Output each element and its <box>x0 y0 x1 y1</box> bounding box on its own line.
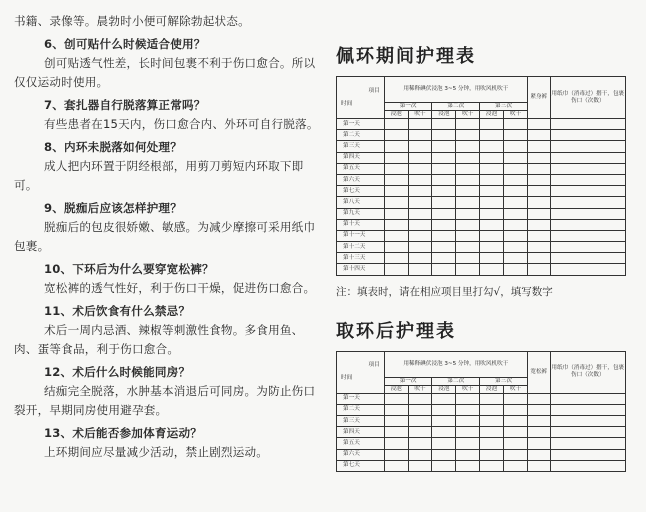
check-cell[interactable] <box>504 264 528 275</box>
check-cell[interactable] <box>527 253 550 264</box>
check-cell[interactable] <box>384 427 408 438</box>
check-cell[interactable] <box>432 130 456 141</box>
check-cell[interactable] <box>456 416 480 427</box>
check-cell[interactable] <box>384 186 408 197</box>
corner-bottom-label: 时间 <box>341 375 353 382</box>
check-cell[interactable] <box>408 253 432 264</box>
pants-header: 紧身裤 <box>527 77 550 119</box>
table-row <box>337 219 626 230</box>
table1-note: 注：填表时，请在相应项目里打勾√，填写数字 <box>336 285 553 298</box>
corner-top-label: 项目 <box>368 362 380 369</box>
check-cell[interactable] <box>456 141 480 152</box>
check-cell[interactable] <box>480 438 504 449</box>
check-cell[interactable] <box>432 393 456 404</box>
day-label: 第五天 <box>337 163 385 174</box>
group-header: 第三次 <box>480 377 528 385</box>
check-cell[interactable] <box>480 230 504 241</box>
check-cell[interactable] <box>550 197 625 208</box>
table-row <box>337 438 626 449</box>
day-label: 第九天 <box>337 208 385 219</box>
check-cell[interactable] <box>456 186 480 197</box>
check-cell[interactable] <box>527 130 550 141</box>
check-cell[interactable] <box>432 119 456 130</box>
check-cell[interactable] <box>550 427 625 438</box>
dry-subheader: 吹干 <box>408 111 432 119</box>
faq-question: 10、下环后为什么要穿宽松裤？ <box>44 262 214 276</box>
check-cell[interactable] <box>550 253 625 264</box>
check-cell[interactable] <box>527 460 550 471</box>
check-cell[interactable] <box>527 438 550 449</box>
check-cell[interactable] <box>432 427 456 438</box>
check-cell[interactable] <box>456 427 480 438</box>
check-cell[interactable] <box>550 416 625 427</box>
check-cell[interactable] <box>432 186 456 197</box>
day-label: 第四天 <box>337 152 385 163</box>
check-cell[interactable] <box>432 438 456 449</box>
check-cell[interactable] <box>527 230 550 241</box>
check-cell[interactable] <box>432 460 456 471</box>
check-cell[interactable] <box>384 163 408 174</box>
check-cell[interactable] <box>550 242 625 253</box>
check-cell[interactable] <box>550 174 625 185</box>
check-cell[interactable] <box>408 264 432 275</box>
day-label: 第十天 <box>337 219 385 230</box>
table1-title: 佩环期间护理表 <box>336 46 476 67</box>
check-cell[interactable] <box>408 404 432 415</box>
day-label: 第十四天 <box>337 264 385 275</box>
check-cell[interactable] <box>384 230 408 241</box>
check-cell[interactable] <box>456 253 480 264</box>
check-cell[interactable] <box>504 242 528 253</box>
day-label: 第三天 <box>337 141 385 152</box>
faq-answer-line: 成人把内环置于阴经根部，用剪刀剪短内环取下即 <box>44 159 304 173</box>
check-cell[interactable] <box>384 460 408 471</box>
check-cell[interactable] <box>384 174 408 185</box>
faq-answer-line: 肉、蛋等食品，利于伤口愈合。 <box>14 342 180 356</box>
day-label: 第二天 <box>337 404 385 415</box>
day-label: 第六天 <box>337 174 385 185</box>
check-cell[interactable] <box>384 219 408 230</box>
check-cell[interactable] <box>504 174 528 185</box>
check-cell[interactable] <box>550 119 625 130</box>
check-cell[interactable] <box>504 130 528 141</box>
check-cell[interactable] <box>480 141 504 152</box>
corner-top-label: 项目 <box>368 87 380 94</box>
check-cell[interactable] <box>384 242 408 253</box>
check-cell[interactable] <box>456 230 480 241</box>
faq-answer-line: 可。 <box>14 178 38 192</box>
check-cell[interactable] <box>432 230 456 241</box>
check-cell[interactable] <box>384 130 408 141</box>
day-label: 第六天 <box>337 449 385 460</box>
table-row <box>337 152 626 163</box>
check-cell[interactable] <box>432 253 456 264</box>
check-cell[interactable] <box>550 230 625 241</box>
check-cell[interactable] <box>550 219 625 230</box>
corner-cell <box>337 77 385 119</box>
day-label: 第七天 <box>337 186 385 197</box>
table-row <box>337 230 626 241</box>
day-label: 第五天 <box>337 438 385 449</box>
check-cell[interactable] <box>456 119 480 130</box>
soak-subheader: 浸泡 <box>480 385 504 393</box>
check-cell[interactable] <box>432 416 456 427</box>
check-cell[interactable] <box>480 219 504 230</box>
check-cell[interactable] <box>480 416 504 427</box>
group-header: 第一次 <box>384 377 432 385</box>
day-label: 第十三天 <box>337 253 385 264</box>
table-row <box>337 130 626 141</box>
faq-answer-line: 包裹。 <box>14 239 50 253</box>
tissue-header: 用纸巾（消毒过）揩干，包裹伤口（次数） <box>550 351 625 393</box>
check-cell[interactable] <box>527 449 550 460</box>
day-label: 第十二天 <box>337 242 385 253</box>
check-cell[interactable] <box>527 242 550 253</box>
check-cell[interactable] <box>550 163 625 174</box>
check-cell[interactable] <box>456 208 480 219</box>
faq-answer-line: 脱痂后的包皮很娇嫩、敏感。为减少摩擦可采用纸巾 <box>44 220 316 234</box>
faq-answer-line: 裂开，早期同房使用避孕套。 <box>14 403 168 417</box>
soak-header: 用稀释碘伏浸泡 3~5 分钟，用吹风机吹干 <box>384 351 527 377</box>
check-cell[interactable] <box>504 253 528 264</box>
check-cell[interactable] <box>527 119 550 130</box>
dry-subheader: 吹干 <box>456 385 480 393</box>
check-cell[interactable] <box>504 427 528 438</box>
pants-header: 宽松裤 <box>527 351 550 393</box>
check-cell[interactable] <box>408 242 432 253</box>
soak-subheader: 浸泡 <box>384 111 408 119</box>
check-cell[interactable] <box>527 219 550 230</box>
check-cell[interactable] <box>527 416 550 427</box>
day-label: 第一天 <box>337 393 385 404</box>
faq-question: 7、套扎器自行脱落算正常吗？ <box>44 98 206 112</box>
check-cell[interactable] <box>527 197 550 208</box>
table1 <box>336 76 626 276</box>
check-cell[interactable] <box>504 208 528 219</box>
check-cell[interactable] <box>432 197 456 208</box>
check-cell[interactable] <box>480 208 504 219</box>
check-cell[interactable] <box>550 186 625 197</box>
dry-subheader: 吹干 <box>456 111 480 119</box>
check-cell[interactable] <box>384 264 408 275</box>
faq-question: 12、术后什么时候能同房？ <box>44 365 191 379</box>
faq-column <box>14 12 319 462</box>
table-row <box>337 404 626 415</box>
check-cell[interactable] <box>384 119 408 130</box>
faq-question: 13、术后能否参加体育运动？ <box>44 426 203 440</box>
check-cell[interactable] <box>480 163 504 174</box>
day-label: 第二天 <box>337 130 385 141</box>
check-cell[interactable] <box>550 404 625 415</box>
check-cell[interactable] <box>408 119 432 130</box>
check-cell[interactable] <box>384 253 408 264</box>
check-cell[interactable] <box>408 449 432 460</box>
check-cell[interactable] <box>504 197 528 208</box>
check-cell[interactable] <box>384 404 408 415</box>
soak-subheader: 浸泡 <box>480 111 504 119</box>
check-cell[interactable] <box>527 174 550 185</box>
check-cell[interactable] <box>432 242 456 253</box>
check-cell[interactable] <box>480 404 504 415</box>
check-cell[interactable] <box>384 449 408 460</box>
faq-answer-line: 术后一周内忌酒、辣椒等刺激性食物。多食用鱼、 <box>44 323 304 337</box>
check-cell[interactable] <box>408 416 432 427</box>
check-cell[interactable] <box>432 264 456 275</box>
check-cell[interactable] <box>456 393 480 404</box>
check-cell[interactable] <box>550 141 625 152</box>
day-label: 第三天 <box>337 416 385 427</box>
check-cell[interactable] <box>408 186 432 197</box>
check-cell[interactable] <box>408 152 432 163</box>
day-label: 第七天 <box>337 460 385 471</box>
check-cell[interactable] <box>480 174 504 185</box>
check-cell[interactable] <box>527 393 550 404</box>
check-cell[interactable] <box>384 393 408 404</box>
table-row <box>337 427 626 438</box>
check-cell[interactable] <box>480 449 504 460</box>
dry-subheader: 吹干 <box>504 385 528 393</box>
check-cell[interactable] <box>504 438 528 449</box>
check-cell[interactable] <box>504 416 528 427</box>
table-row <box>337 460 626 471</box>
check-cell[interactable] <box>527 427 550 438</box>
day-label: 第一天 <box>337 119 385 130</box>
check-cell[interactable] <box>480 427 504 438</box>
soak-subheader: 浸泡 <box>384 385 408 393</box>
check-cell[interactable] <box>432 208 456 219</box>
check-cell[interactable] <box>384 197 408 208</box>
check-cell[interactable] <box>480 264 504 275</box>
check-cell[interactable] <box>480 186 504 197</box>
faq-answer-line: 有些患者在15天内，伤口愈合内、外环可自行脱落。 <box>44 117 319 131</box>
table-row <box>337 242 626 253</box>
check-cell[interactable] <box>408 163 432 174</box>
check-cell[interactable] <box>432 141 456 152</box>
check-cell[interactable] <box>408 130 432 141</box>
check-cell[interactable] <box>408 393 432 404</box>
check-cell[interactable] <box>480 119 504 130</box>
group-header: 第二次 <box>432 377 480 385</box>
table-row <box>337 163 626 174</box>
table2 <box>336 351 626 472</box>
check-cell[interactable] <box>480 152 504 163</box>
table-row <box>337 253 626 264</box>
group-header: 第三次 <box>480 103 528 111</box>
faq-question: 9、脱痂后应该怎样护理？ <box>44 201 182 215</box>
table-row <box>337 197 626 208</box>
check-cell[interactable] <box>456 264 480 275</box>
faq-answer-line: 上环期间应尽量减少活动，禁止剧烈运动。 <box>44 445 269 459</box>
check-cell[interactable] <box>527 404 550 415</box>
check-cell[interactable] <box>504 152 528 163</box>
check-cell[interactable] <box>408 219 432 230</box>
check-cell[interactable] <box>504 230 528 241</box>
table-row <box>337 208 626 219</box>
check-cell[interactable] <box>550 460 625 471</box>
check-cell[interactable] <box>432 163 456 174</box>
check-cell[interactable] <box>408 427 432 438</box>
check-cell[interactable] <box>408 460 432 471</box>
check-cell[interactable] <box>408 208 432 219</box>
dry-subheader: 吹干 <box>408 385 432 393</box>
day-label: 第四天 <box>337 427 385 438</box>
check-cell[interactable] <box>504 219 528 230</box>
faq-question: 11、术后饮食有什么禁忌？ <box>44 304 191 318</box>
tissue-header: 用纸巾（消毒过）揩干，包裹伤口（次数） <box>550 77 625 119</box>
check-cell[interactable] <box>550 152 625 163</box>
check-cell[interactable] <box>408 174 432 185</box>
faq-question: 8、内环未脱落如何处理？ <box>44 140 182 154</box>
check-cell[interactable] <box>432 449 456 460</box>
corner-bottom-label: 时间 <box>341 100 353 107</box>
day-label: 第十一天 <box>337 230 385 241</box>
check-cell[interactable] <box>384 208 408 219</box>
faq-answer-line: 结痂完全脱落，水肿基本消退后可同房。为防止伤口 <box>44 384 316 398</box>
table2-title: 取环后护理表 <box>336 320 456 342</box>
faq-question: 6、创可贴什么时候适合使用？ <box>44 37 206 51</box>
table-row <box>337 174 626 185</box>
check-cell[interactable] <box>480 130 504 141</box>
dry-subheader: 吹干 <box>504 111 528 119</box>
check-cell[interactable] <box>456 449 480 460</box>
corner-cell <box>337 351 385 393</box>
check-cell[interactable] <box>456 197 480 208</box>
faq-answer-line: 书籍、录像等。晨勃时小便可解除勃起状态。 <box>14 14 250 28</box>
check-cell[interactable] <box>480 253 504 264</box>
check-cell[interactable] <box>456 130 480 141</box>
table-row <box>337 416 626 427</box>
faq-answer-line: 创可贴透气性差，长时间包裹不利于伤口愈合。所以 <box>44 56 316 70</box>
table-row <box>337 186 626 197</box>
check-cell[interactable] <box>504 186 528 197</box>
check-cell[interactable] <box>384 416 408 427</box>
check-cell[interactable] <box>456 242 480 253</box>
check-cell[interactable] <box>550 438 625 449</box>
check-cell[interactable] <box>480 393 504 404</box>
check-cell[interactable] <box>384 141 408 152</box>
group-header: 第二次 <box>432 103 480 111</box>
table-row <box>337 449 626 460</box>
check-cell[interactable] <box>432 152 456 163</box>
check-cell[interactable] <box>456 219 480 230</box>
check-cell[interactable] <box>527 264 550 275</box>
check-cell[interactable] <box>456 438 480 449</box>
group-header: 第一次 <box>384 103 432 111</box>
check-cell[interactable] <box>504 404 528 415</box>
check-cell[interactable] <box>480 460 504 471</box>
check-cell[interactable] <box>504 163 528 174</box>
check-cell[interactable] <box>456 404 480 415</box>
check-cell[interactable] <box>504 119 528 130</box>
day-label: 第八天 <box>337 197 385 208</box>
check-cell[interactable] <box>408 141 432 152</box>
faq-answer-line: 宽松裤的透气性好，利于伤口干燥，促进伤口愈合。 <box>44 281 316 295</box>
check-cell[interactable] <box>504 460 528 471</box>
check-cell[interactable] <box>408 438 432 449</box>
check-cell[interactable] <box>527 208 550 219</box>
check-cell[interactable] <box>384 438 408 449</box>
check-cell[interactable] <box>504 141 528 152</box>
check-cell[interactable] <box>456 152 480 163</box>
check-cell[interactable] <box>456 163 480 174</box>
check-cell[interactable] <box>550 130 625 141</box>
check-cell[interactable] <box>480 197 504 208</box>
faq-answer-line: 仅仅运动时使用。 <box>14 75 109 89</box>
check-cell[interactable] <box>384 152 408 163</box>
check-cell[interactable] <box>480 242 504 253</box>
table-row <box>337 119 626 130</box>
check-cell[interactable] <box>432 219 456 230</box>
check-cell[interactable] <box>527 186 550 197</box>
soak-header: 用稀释碘伏浸泡 3~5 分钟，用吹风机吹干 <box>384 77 527 103</box>
check-cell[interactable] <box>456 174 480 185</box>
check-cell[interactable] <box>527 163 550 174</box>
check-cell[interactable] <box>504 393 528 404</box>
check-cell[interactable] <box>408 230 432 241</box>
check-cell[interactable] <box>432 174 456 185</box>
check-cell[interactable] <box>504 449 528 460</box>
table-row <box>337 264 626 275</box>
table-row <box>337 393 626 404</box>
check-cell[interactable] <box>550 208 625 219</box>
check-cell[interactable] <box>432 404 456 415</box>
table-row <box>337 141 626 152</box>
check-cell[interactable] <box>550 264 625 275</box>
check-cell[interactable] <box>456 460 480 471</box>
soak-subheader: 浸泡 <box>432 111 456 119</box>
tables-column <box>336 42 636 472</box>
check-cell[interactable] <box>527 152 550 163</box>
check-cell[interactable] <box>408 197 432 208</box>
soak-subheader: 浸泡 <box>432 385 456 393</box>
check-cell[interactable] <box>550 449 625 460</box>
check-cell[interactable] <box>550 393 625 404</box>
check-cell[interactable] <box>527 141 550 152</box>
